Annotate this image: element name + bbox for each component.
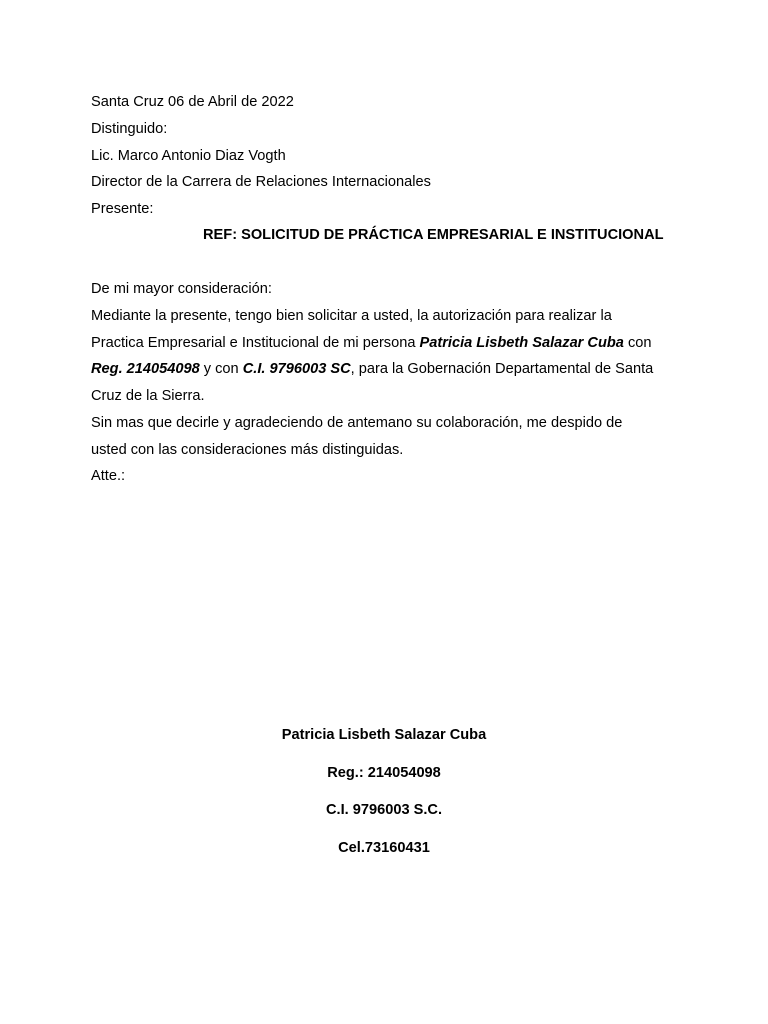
paragraph-1-line-2-text: Practica Empresarial e Institucional de mi persona <box>91 335 420 351</box>
signature-name: Patricia Lisbeth Salazar Cuba <box>281 727 487 743</box>
recipient-title: Director de la Carrera de Relaciones Internacionales <box>91 174 431 190</box>
paragraph-1-line-3-mid: y con <box>199 361 243 377</box>
presente: Presente: <box>91 201 154 217</box>
signature-reg: Reg.: 214054098 <box>327 765 441 781</box>
reference-line: REF: SOLICITUD DE PRÁCTICA EMPRESARIAL E INSTITUCIONAL <box>203 227 664 243</box>
paragraph-1-line-1: Mediante la presente, tengo bien solicitar a usted, la autorización para realizar la <box>91 308 612 324</box>
applicant-reg: Reg. 214054098 <box>91 361 200 377</box>
paragraph-1-line-2-end: con <box>623 335 652 351</box>
signature-cel: Cel.73160431 <box>338 840 430 856</box>
signature-ci: C.I. 9796003 S.C. <box>325 802 442 818</box>
paragraph-1-line-2 <box>91 334 652 352</box>
paragraph-2-line-1: Sin mas que decirle y agradeciendo de antemano su colaboración, me despido de <box>91 415 623 431</box>
paragraph-1-line-4: Cruz de la Sierra. <box>91 388 205 404</box>
applicant-ci: C.I. 9796003 SC <box>242 361 351 377</box>
greeting: Distinguido: <box>91 121 168 137</box>
paragraph-2-line-2: usted con las consideraciones más distinguidas. <box>91 442 404 458</box>
applicant-name: Patricia Lisbeth Salazar Cuba <box>419 335 624 351</box>
paragraph-1-line-3 <box>91 360 653 378</box>
salutation: De mi mayor consideración: <box>91 281 272 297</box>
place-date: Santa Cruz 06 de Abril de 2022 <box>91 94 294 110</box>
closing: Atte.: <box>91 468 126 484</box>
paragraph-1-line-3-end: , para la Gobernación Departamental de Santa <box>350 361 654 377</box>
recipient-name: Lic. Marco Antonio Diaz Vogth <box>91 148 286 164</box>
